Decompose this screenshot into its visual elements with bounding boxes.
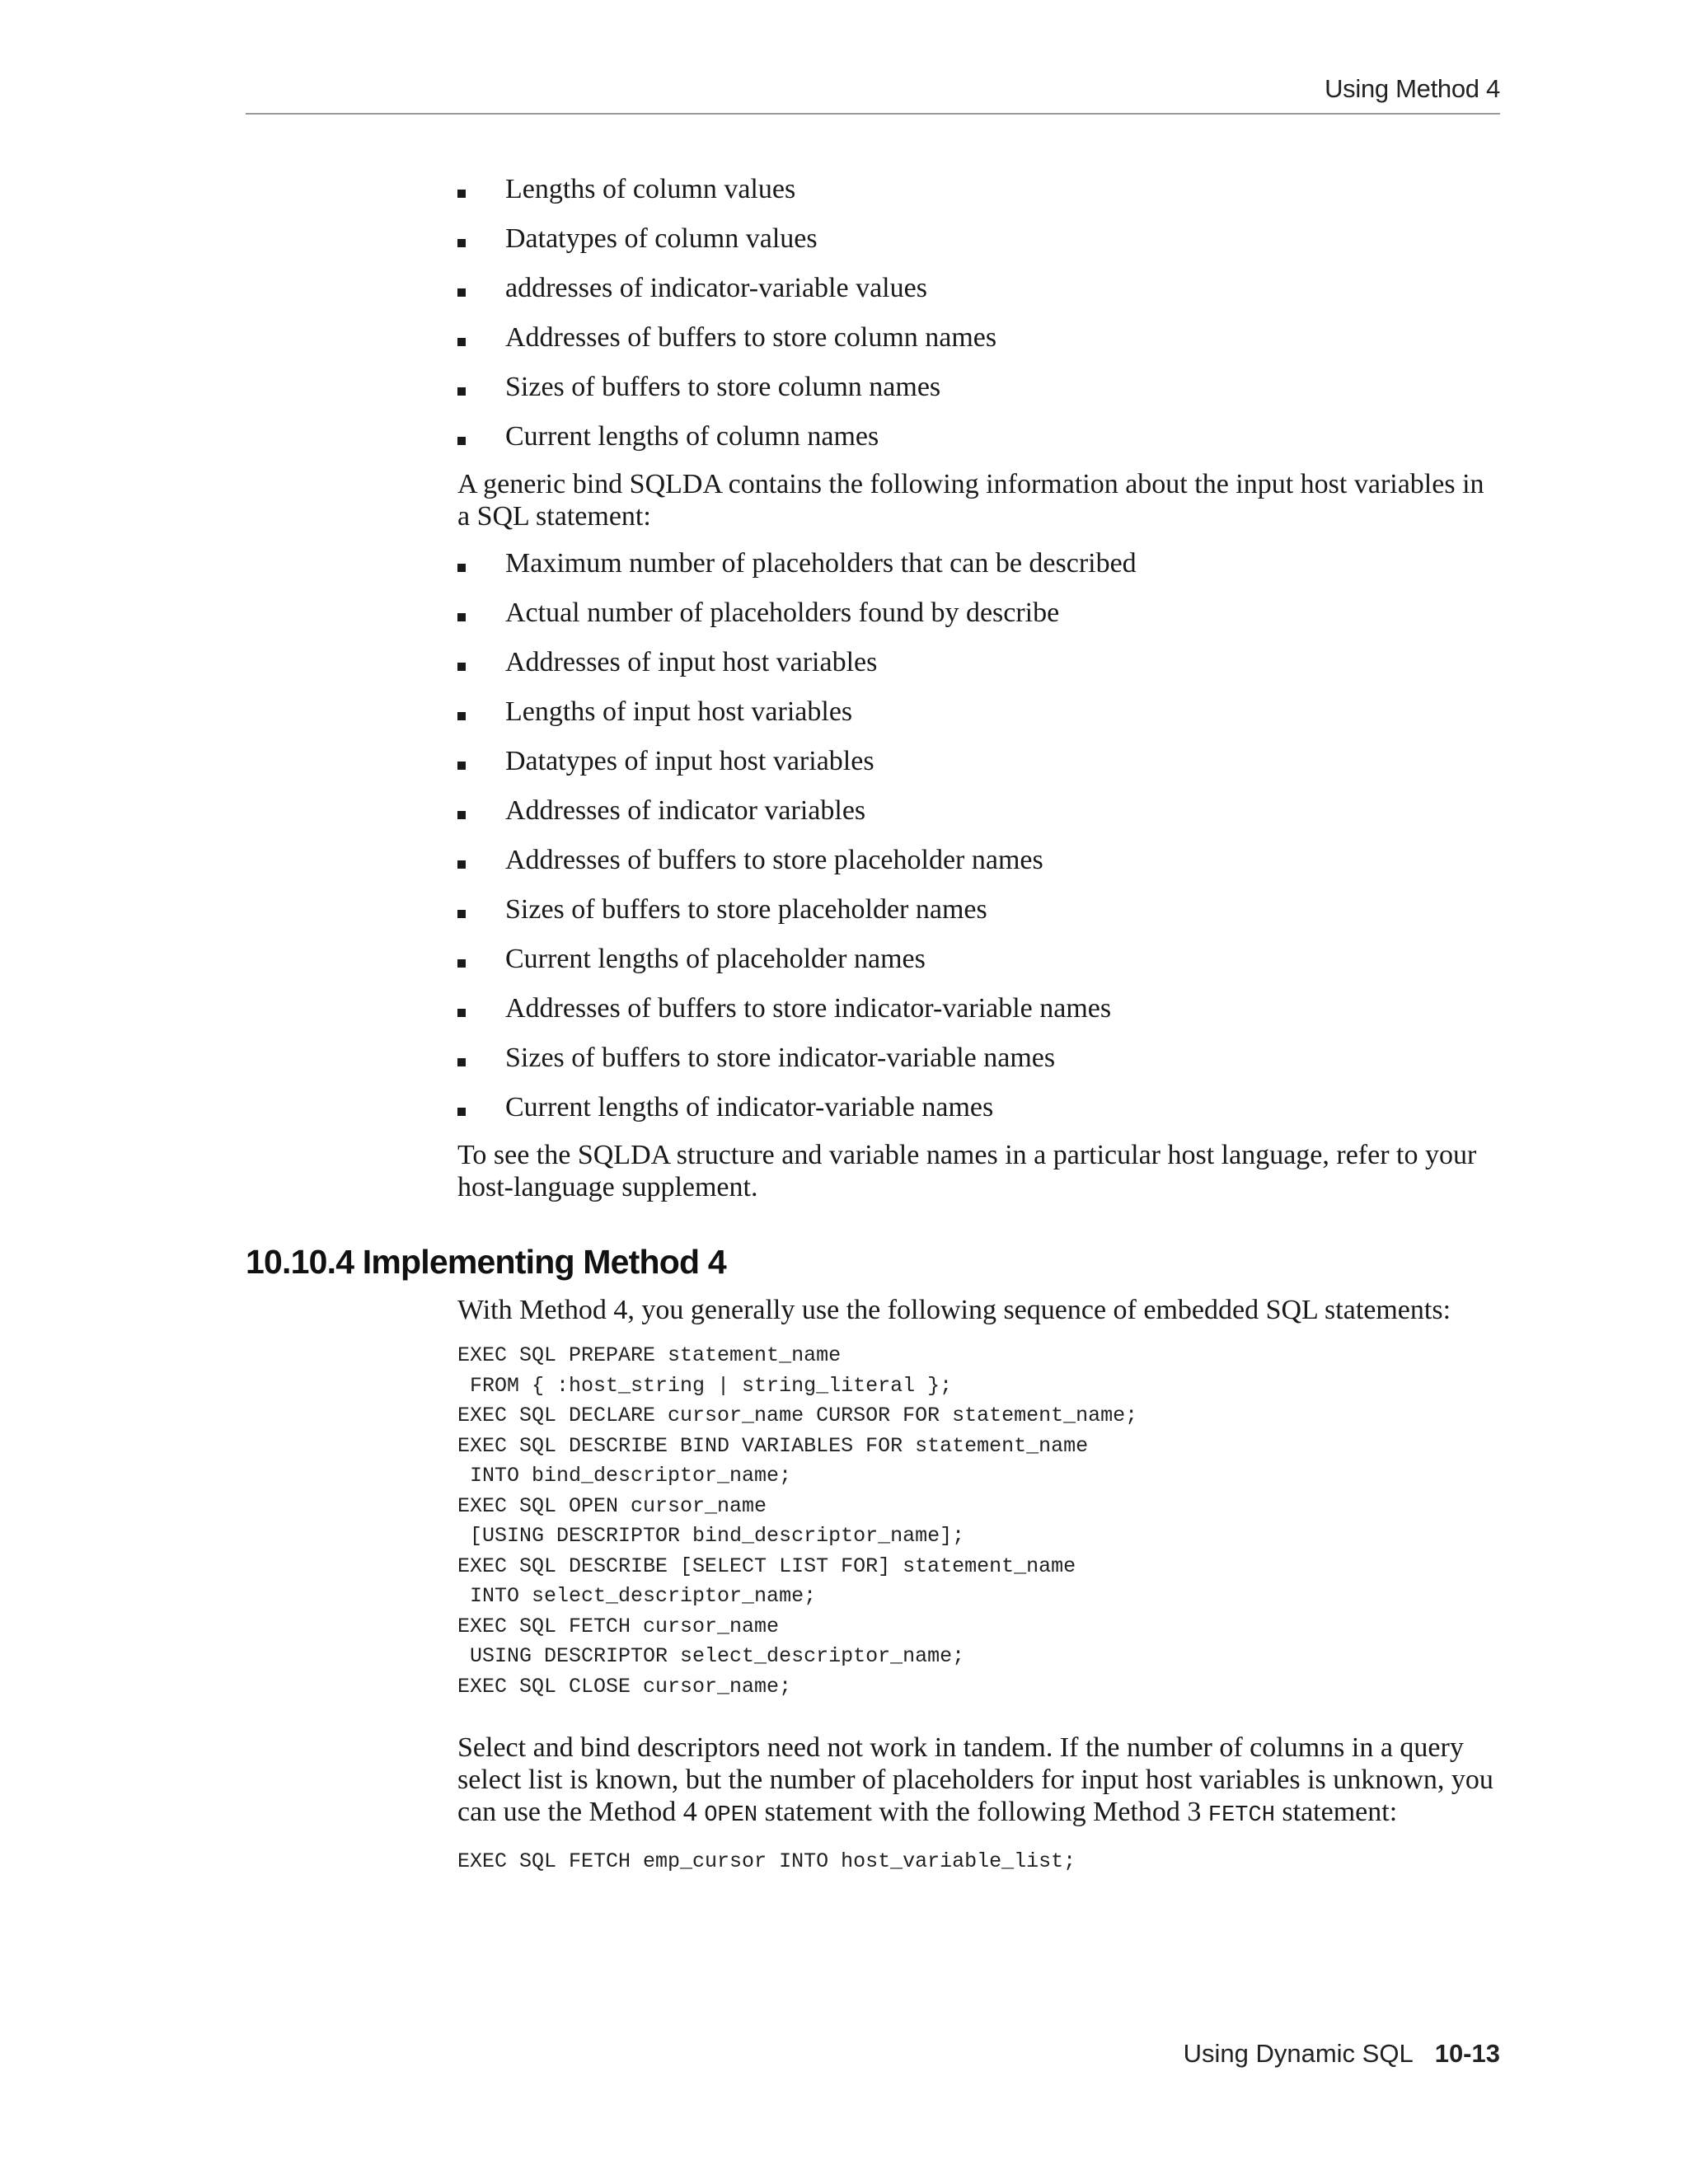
bind-descriptor-list	[457, 539, 1500, 1132]
section-heading: 10.10.4 Implementing Method 4	[246, 1243, 726, 1281]
section-intro-paragraph: With Method 4, you generally use the following sequence of embedded SQL statements:	[457, 1295, 1451, 1325]
list-item: Sizes of buffers to store column names	[457, 363, 1500, 412]
inline-code-fetch: FETCH	[1207, 1803, 1275, 1828]
list-item: Addresses of buffers to store indicator-variable names	[457, 984, 1500, 1033]
list-item: Datatypes of input host variables	[457, 737, 1500, 786]
select-descriptor-list	[457, 165, 1500, 462]
list-item: Current lengths of indicator-variable names	[457, 1083, 1500, 1132]
list-item: Addresses of buffers to store placeholder names	[457, 836, 1500, 885]
list-item: Sizes of buffers to store indicator-variable names	[457, 1033, 1500, 1083]
list-item: Datatypes of column values	[457, 214, 1500, 264]
list-item: Sizes of buffers to store placeholder names	[457, 885, 1500, 935]
page-footer	[1184, 2039, 1500, 2069]
list-item: Actual number of placeholders found by describe	[457, 588, 1500, 638]
list-item: Current lengths of column names	[457, 412, 1500, 462]
list-item: Addresses of indicator variables	[457, 786, 1500, 836]
list-item: Current lengths of placeholder names	[457, 935, 1500, 984]
tandem-paragraph	[457, 1732, 1500, 1832]
bind-intro-paragraph: A generic bind SQLDA contains the following information about the input host variables in a SQL statement:	[457, 469, 1484, 532]
code-block-sequence: EXEC SQL PREPARE statement_name FROM { :host_string | string_literal }; EXEC SQL DECLARE cursor_name CURSOR FOR statement_name; EXEC SQL DESCRIBE BIND VARIABLES FOR statement_name INTO bind_descriptor_name; EXEC SQL OPEN cursor_name [USING DESCRIPTOR bind_descriptor_name]; EXEC SQL DESCRIBE [SELECT LIST FOR] statement_name INTO select_descriptor_name; EXEC SQL FETCH cursor_name USING DESCRIPTOR select_descriptor_name; EXEC SQL CLOSE cursor_name;	[457, 1343, 1138, 1699]
page-number: 10-13	[1434, 2039, 1500, 2068]
list-item: addresses of indicator-variable values	[457, 264, 1500, 313]
tandem-text-3: statement:	[1274, 1797, 1398, 1827]
see-structure-paragraph: To see the SQLDA structure and variable names in a particular host language, refer to your host-language supplement.	[457, 1140, 1477, 1202]
header-rule	[246, 113, 1500, 115]
list-item: Lengths of input host variables	[457, 687, 1500, 737]
upper-content	[457, 165, 1500, 1203]
section-content	[457, 1294, 1500, 1877]
tandem-text-1: Select and bind descriptors need not work in tandem. If the number of columns in a query select list is known, but the number of placeholders for input host variables is unknown, you can use the Method 4	[457, 1732, 1493, 1827]
footer-chapter-title: Using Dynamic SQL	[1183, 2039, 1414, 2068]
list-item: Addresses of buffers to store column names	[457, 313, 1500, 363]
list-item: Maximum number of placeholders that can be described	[457, 539, 1500, 588]
list-item: Addresses of input host variables	[457, 638, 1500, 687]
code-block-fetch: EXEC SQL FETCH emp_cursor INTO host_variable_list;	[457, 1849, 1076, 1873]
list-item: Lengths of column values	[457, 165, 1500, 214]
inline-code-open: OPEN	[704, 1803, 758, 1828]
tandem-text-2: statement with the following Method 3	[757, 1797, 1208, 1827]
running-header: Using Method 4	[1325, 74, 1500, 103]
